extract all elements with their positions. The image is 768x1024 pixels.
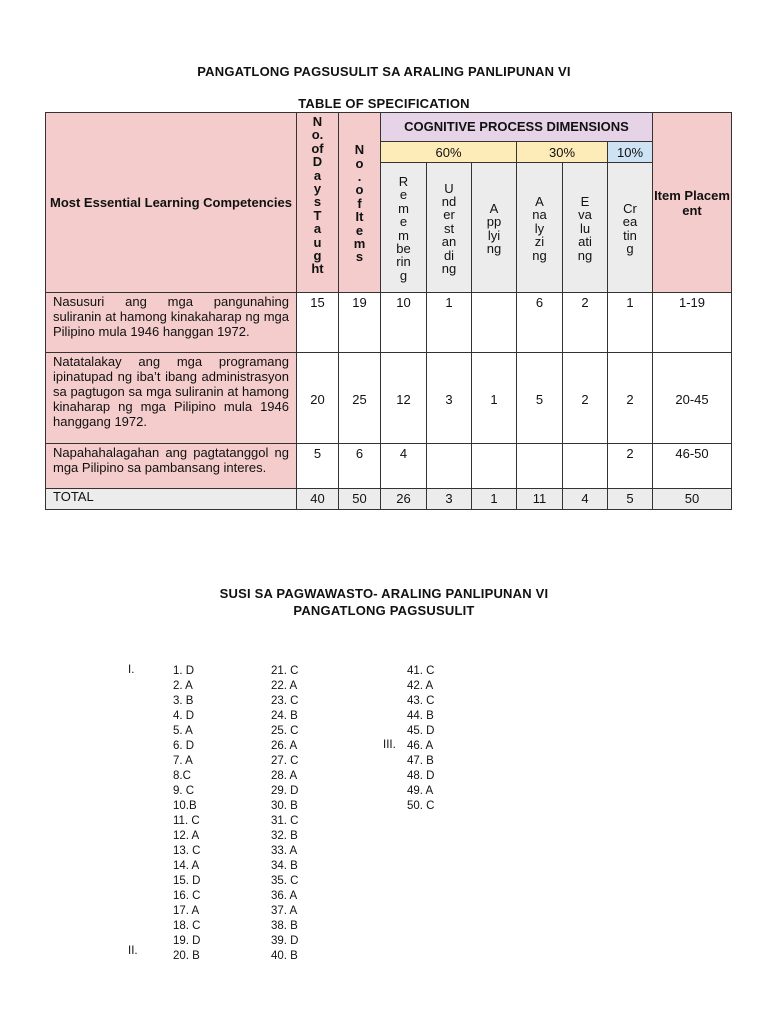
creating-cell: 2	[608, 444, 653, 489]
table-row	[46, 444, 732, 489]
days-cell: 5	[297, 444, 339, 489]
answer-item: 49. A	[407, 785, 434, 797]
answer-key-title: SUSI SA PAGWAWASTO- ARALING PANLIPUNAN VI	[219, 586, 549, 601]
answer-item: 50. C	[407, 800, 435, 812]
remembering-cell: 4	[381, 444, 427, 489]
header-days-taught: N o. of D a y s T a u g ht	[297, 113, 339, 293]
header-creating: Cr ea tin g	[608, 163, 653, 293]
placement-total: 50	[653, 489, 732, 510]
header-applying: A pp lyi ng	[472, 163, 517, 293]
understanding-total: 3	[427, 489, 472, 510]
competency-cell: Nasusuri ang mga pangunahing suliranin at hamong kinakaharap ng mga Pilipino mula 1946 hanggan 1972.	[46, 293, 297, 353]
header-item-placement: Item Placem ent	[653, 113, 732, 293]
answer-item: 45. D	[407, 725, 435, 737]
evaluating-cell: 2	[563, 293, 608, 353]
answer-item: 20. B	[173, 950, 200, 962]
analyzing-total: 11	[517, 489, 563, 510]
total-label: TOTAL	[46, 489, 297, 510]
understanding-cell: 3	[427, 353, 472, 444]
answer-item: 38. B	[271, 920, 298, 932]
answer-item: 11. C	[173, 815, 200, 827]
understanding-cell	[427, 444, 472, 489]
header-30-percent: 30%	[517, 142, 608, 163]
answer-item: 8.C	[173, 770, 191, 782]
table-of-specification	[45, 112, 732, 510]
header-competencies: Most Essential Learning Competencies	[46, 113, 297, 293]
answer-item: 40. B	[271, 950, 298, 962]
days-cell: 15	[297, 293, 339, 353]
header-cognitive-process: COGNITIVE PROCESS DIMENSIONS	[381, 113, 653, 142]
header-10-percent: 10%	[608, 142, 653, 163]
answer-item: 42. A	[407, 680, 434, 692]
answer-item: 44. B	[407, 710, 434, 722]
items-cell: 6	[339, 444, 381, 489]
answer-item: 6. D	[173, 740, 195, 752]
applying-cell	[472, 293, 517, 353]
answer-column-3	[407, 664, 435, 814]
header-understanding: U nd er st an di ng	[427, 163, 472, 293]
section-label-2: II.	[128, 945, 138, 957]
answer-item: 1. D	[173, 665, 195, 677]
answer-item: 14. A	[173, 860, 200, 872]
answer-item: 32. B	[271, 830, 298, 842]
answer-item: 23. C	[271, 695, 299, 707]
answer-item: 36. A	[271, 890, 298, 902]
answer-item: 48. D	[407, 770, 435, 782]
answer-item: 33. A	[271, 845, 298, 857]
answer-item: 30. B	[271, 800, 298, 812]
table-row	[46, 293, 732, 353]
answer-item: 27. C	[271, 755, 299, 767]
answer-column-1	[173, 664, 201, 964]
answer-item: 35. C	[271, 875, 299, 887]
evaluating-cell: 2	[563, 353, 608, 444]
section-label-1: I.	[128, 664, 135, 676]
answer-item: 47. B	[407, 755, 434, 767]
answer-item: 29. D	[271, 785, 299, 797]
header-no-of-items: N o . o f It e m s	[339, 113, 381, 293]
creating-cell: 2	[608, 353, 653, 444]
answer-item: 17. A	[173, 905, 200, 917]
answer-item: 41. C	[407, 665, 435, 677]
answer-item: 26. A	[271, 740, 298, 752]
header-analyzing: A na ly zi ng	[517, 163, 563, 293]
placement-cell: 20-45	[653, 353, 732, 444]
answer-item: 9. C	[173, 785, 195, 797]
items-total: 50	[339, 489, 381, 510]
competency-cell: Natatalakay ang mga programang ipinatupad ng iba’t ibang administrasyon sa pagtugon sa mga suliranin at hamong kinaharap ng mga Pilipino mula 1946 hanggang 1972.	[46, 353, 297, 444]
answer-item: 7. A	[173, 755, 193, 767]
answer-item: 2. A	[173, 680, 193, 692]
applying-cell	[472, 444, 517, 489]
header-remembering: R e m e m be rin g	[381, 163, 427, 293]
creating-cell: 1	[608, 293, 653, 353]
section-label-3: III.	[383, 739, 396, 751]
answer-item: 34. B	[271, 860, 298, 872]
header-60-percent: 60%	[381, 142, 517, 163]
applying-total: 1	[472, 489, 517, 510]
creating-total: 5	[608, 489, 653, 510]
answer-key-subtitle: PANGATLONG PAGSUSULIT	[293, 603, 475, 618]
answer-item: 4. D	[173, 710, 195, 722]
items-cell: 19	[339, 293, 381, 353]
answer-item: 15. D	[173, 875, 201, 887]
analyzing-cell	[517, 444, 563, 489]
placement-cell: 46-50	[653, 444, 732, 489]
answer-column-2	[271, 664, 299, 964]
answer-item: 18. C	[173, 920, 201, 932]
analyzing-cell: 6	[517, 293, 563, 353]
answer-item: 25. C	[271, 725, 299, 737]
days-total: 40	[297, 489, 339, 510]
answer-item: 19. D	[173, 935, 201, 947]
remembering-cell: 10	[381, 293, 427, 353]
table-title: TABLE OF SPECIFICATION	[298, 96, 470, 111]
remembering-cell: 12	[381, 353, 427, 444]
understanding-cell: 1	[427, 293, 472, 353]
answer-item: 46. A	[407, 740, 434, 752]
answer-item: 21. C	[271, 665, 299, 677]
answer-item: 39. D	[271, 935, 299, 947]
answer-item: 28. A	[271, 770, 298, 782]
answer-item: 22. A	[271, 680, 298, 692]
document-title: PANGATLONG PAGSUSULIT SA ARALING PANLIPUNAN VI	[197, 64, 571, 79]
answer-item: 12. A	[173, 830, 200, 842]
competency-cell: Napahahalagahan ang pagtatanggol ng mga Pilipino sa pambansang interes.	[46, 444, 297, 489]
remembering-total: 26	[381, 489, 427, 510]
answer-item: 31. C	[271, 815, 299, 827]
header-evaluating: E va lu ati ng	[563, 163, 608, 293]
answer-item: 43. C	[407, 695, 435, 707]
analyzing-cell: 5	[517, 353, 563, 444]
answer-item: 16. C	[173, 890, 201, 902]
applying-cell: 1	[472, 353, 517, 444]
total-row	[46, 489, 732, 510]
answer-item: 24. B	[271, 710, 298, 722]
answer-item: 5. A	[173, 725, 193, 737]
placement-cell: 1-19	[653, 293, 732, 353]
items-cell: 25	[339, 353, 381, 444]
answer-item: 10.B	[173, 800, 197, 812]
answer-item: 13. C	[173, 845, 201, 857]
answer-item: 3. B	[173, 695, 194, 707]
evaluating-cell	[563, 444, 608, 489]
days-cell: 20	[297, 353, 339, 444]
evaluating-total: 4	[563, 489, 608, 510]
table-row	[46, 353, 732, 444]
answer-item: 37. A	[271, 905, 298, 917]
